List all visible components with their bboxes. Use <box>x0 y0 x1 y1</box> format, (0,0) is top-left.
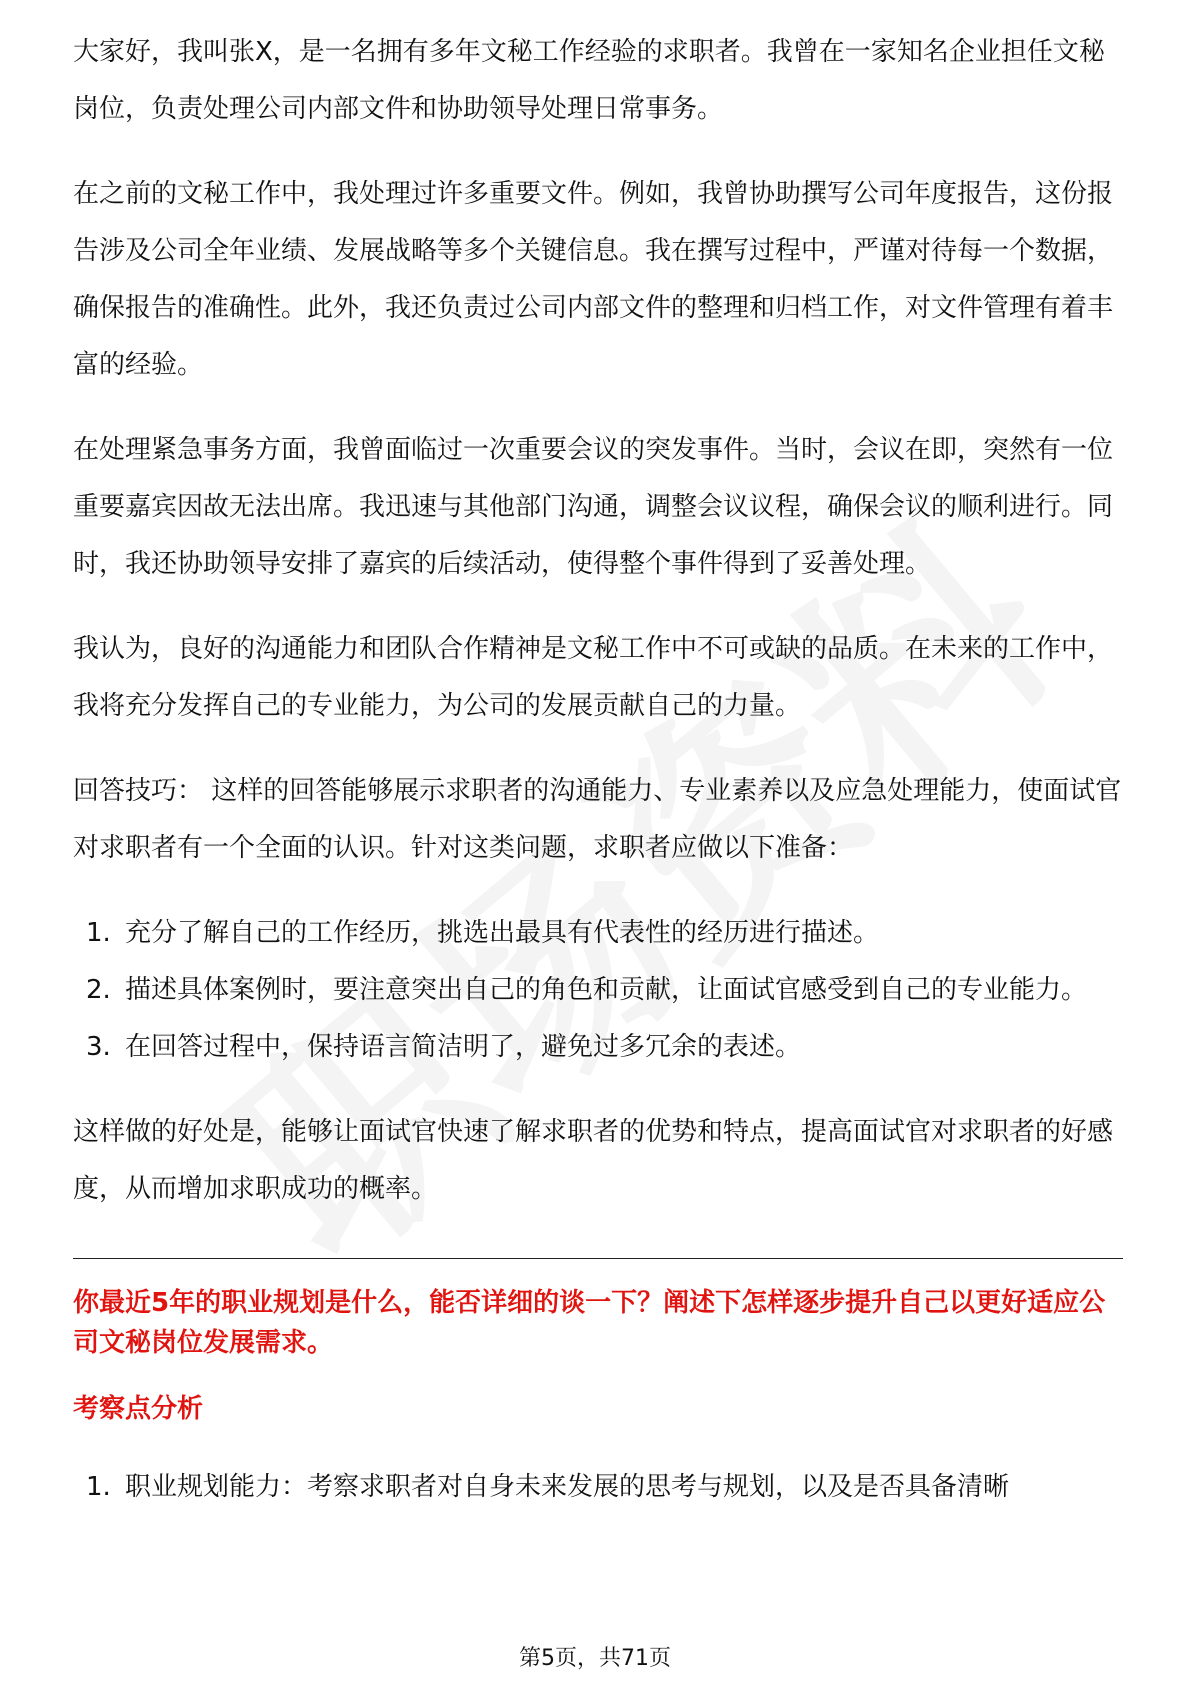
section-divider <box>73 1258 1123 1259</box>
list-item: 3. 在回答过程中，保持语言简洁明了，避免过多冗余的表述。 <box>86 1032 802 1062</box>
section-heading: 考察点分析 <box>73 1394 204 1424</box>
list-item: 2. 描述具体案例时，要注意突出自己的角色和贡献，让面试官感受到自己的专业能力。 <box>86 975 1088 1005</box>
paragraph-intro: 大家好，我叫张X，是一名拥有多年文秘工作经验的求职者。我曾在一家知名企业担任文秘岗位，负责处理公司内部文件和协助领导处理日常事务。 <box>73 37 1105 124</box>
question-title: 你最近5年的职业规划是什么，能否详细的谈一下？阐述下怎样逐步提升自己以更好适应公司文秘岗位发展需求。 <box>73 1288 1106 1358</box>
paragraph-documents: 在之前的文秘工作中，我处理过许多重要文件。例如，我曾协助撰写公司年度报告，这份报告涉及公司全年业绩、发展战略等多个关键信息。我在撰写过程中，严谨对待每一个数据，确保报告的准确性。此外，我还负责过公司内部文件的整理和归档工作，对文件管理有着丰富的经验。 <box>73 179 1114 380</box>
list-item: 1. 充分了解自己的工作经历，挑选出最具有代表性的经历进行描述。 <box>86 918 880 948</box>
paragraph-closing: 这样做的好处是，能够让面试官快速了解求职者的优势和特点，提高面试官对求职者的好感度，从而增加求职成功的概率。 <box>73 1117 1114 1204</box>
document-body <box>73 24 1123 1516</box>
page-number: 第5页，共71页 <box>519 1646 671 1671</box>
paragraph-emergency: 在处理紧急事务方面，我曾面临过一次重要会议的突发事件。当时，会议在即，突然有一位重要嘉宾因故无法出席。我迅速与其他部门沟通，调整会议议程，确保会议的顺利进行。同时，我还协助领导安排了嘉宾的后续活动，使得整个事件得到了妥善处理。 <box>73 435 1114 579</box>
list-item: 1. 职业规划能力：考察求职者对自身未来发展的思考与规划，以及是否具备清晰 <box>86 1472 1010 1502</box>
paragraph-answer-tips: 回答技巧： 这样的回答能够展示求职者的沟通能力、专业素养以及应急处理能力，使面试官对求职者有一个全面的认识。针对这类问题，求职者应做以下准备： <box>73 776 1122 863</box>
paragraph-conclusion: 我认为，良好的沟通能力和团队合作精神是文秘工作中不可或缺的品质。在未来的工作中，我将充分发挥自己的专业能力，为公司的发展贡献自己的力量。 <box>73 634 1114 721</box>
tips-list <box>73 905 1123 1076</box>
analysis-list <box>73 1459 1123 1516</box>
